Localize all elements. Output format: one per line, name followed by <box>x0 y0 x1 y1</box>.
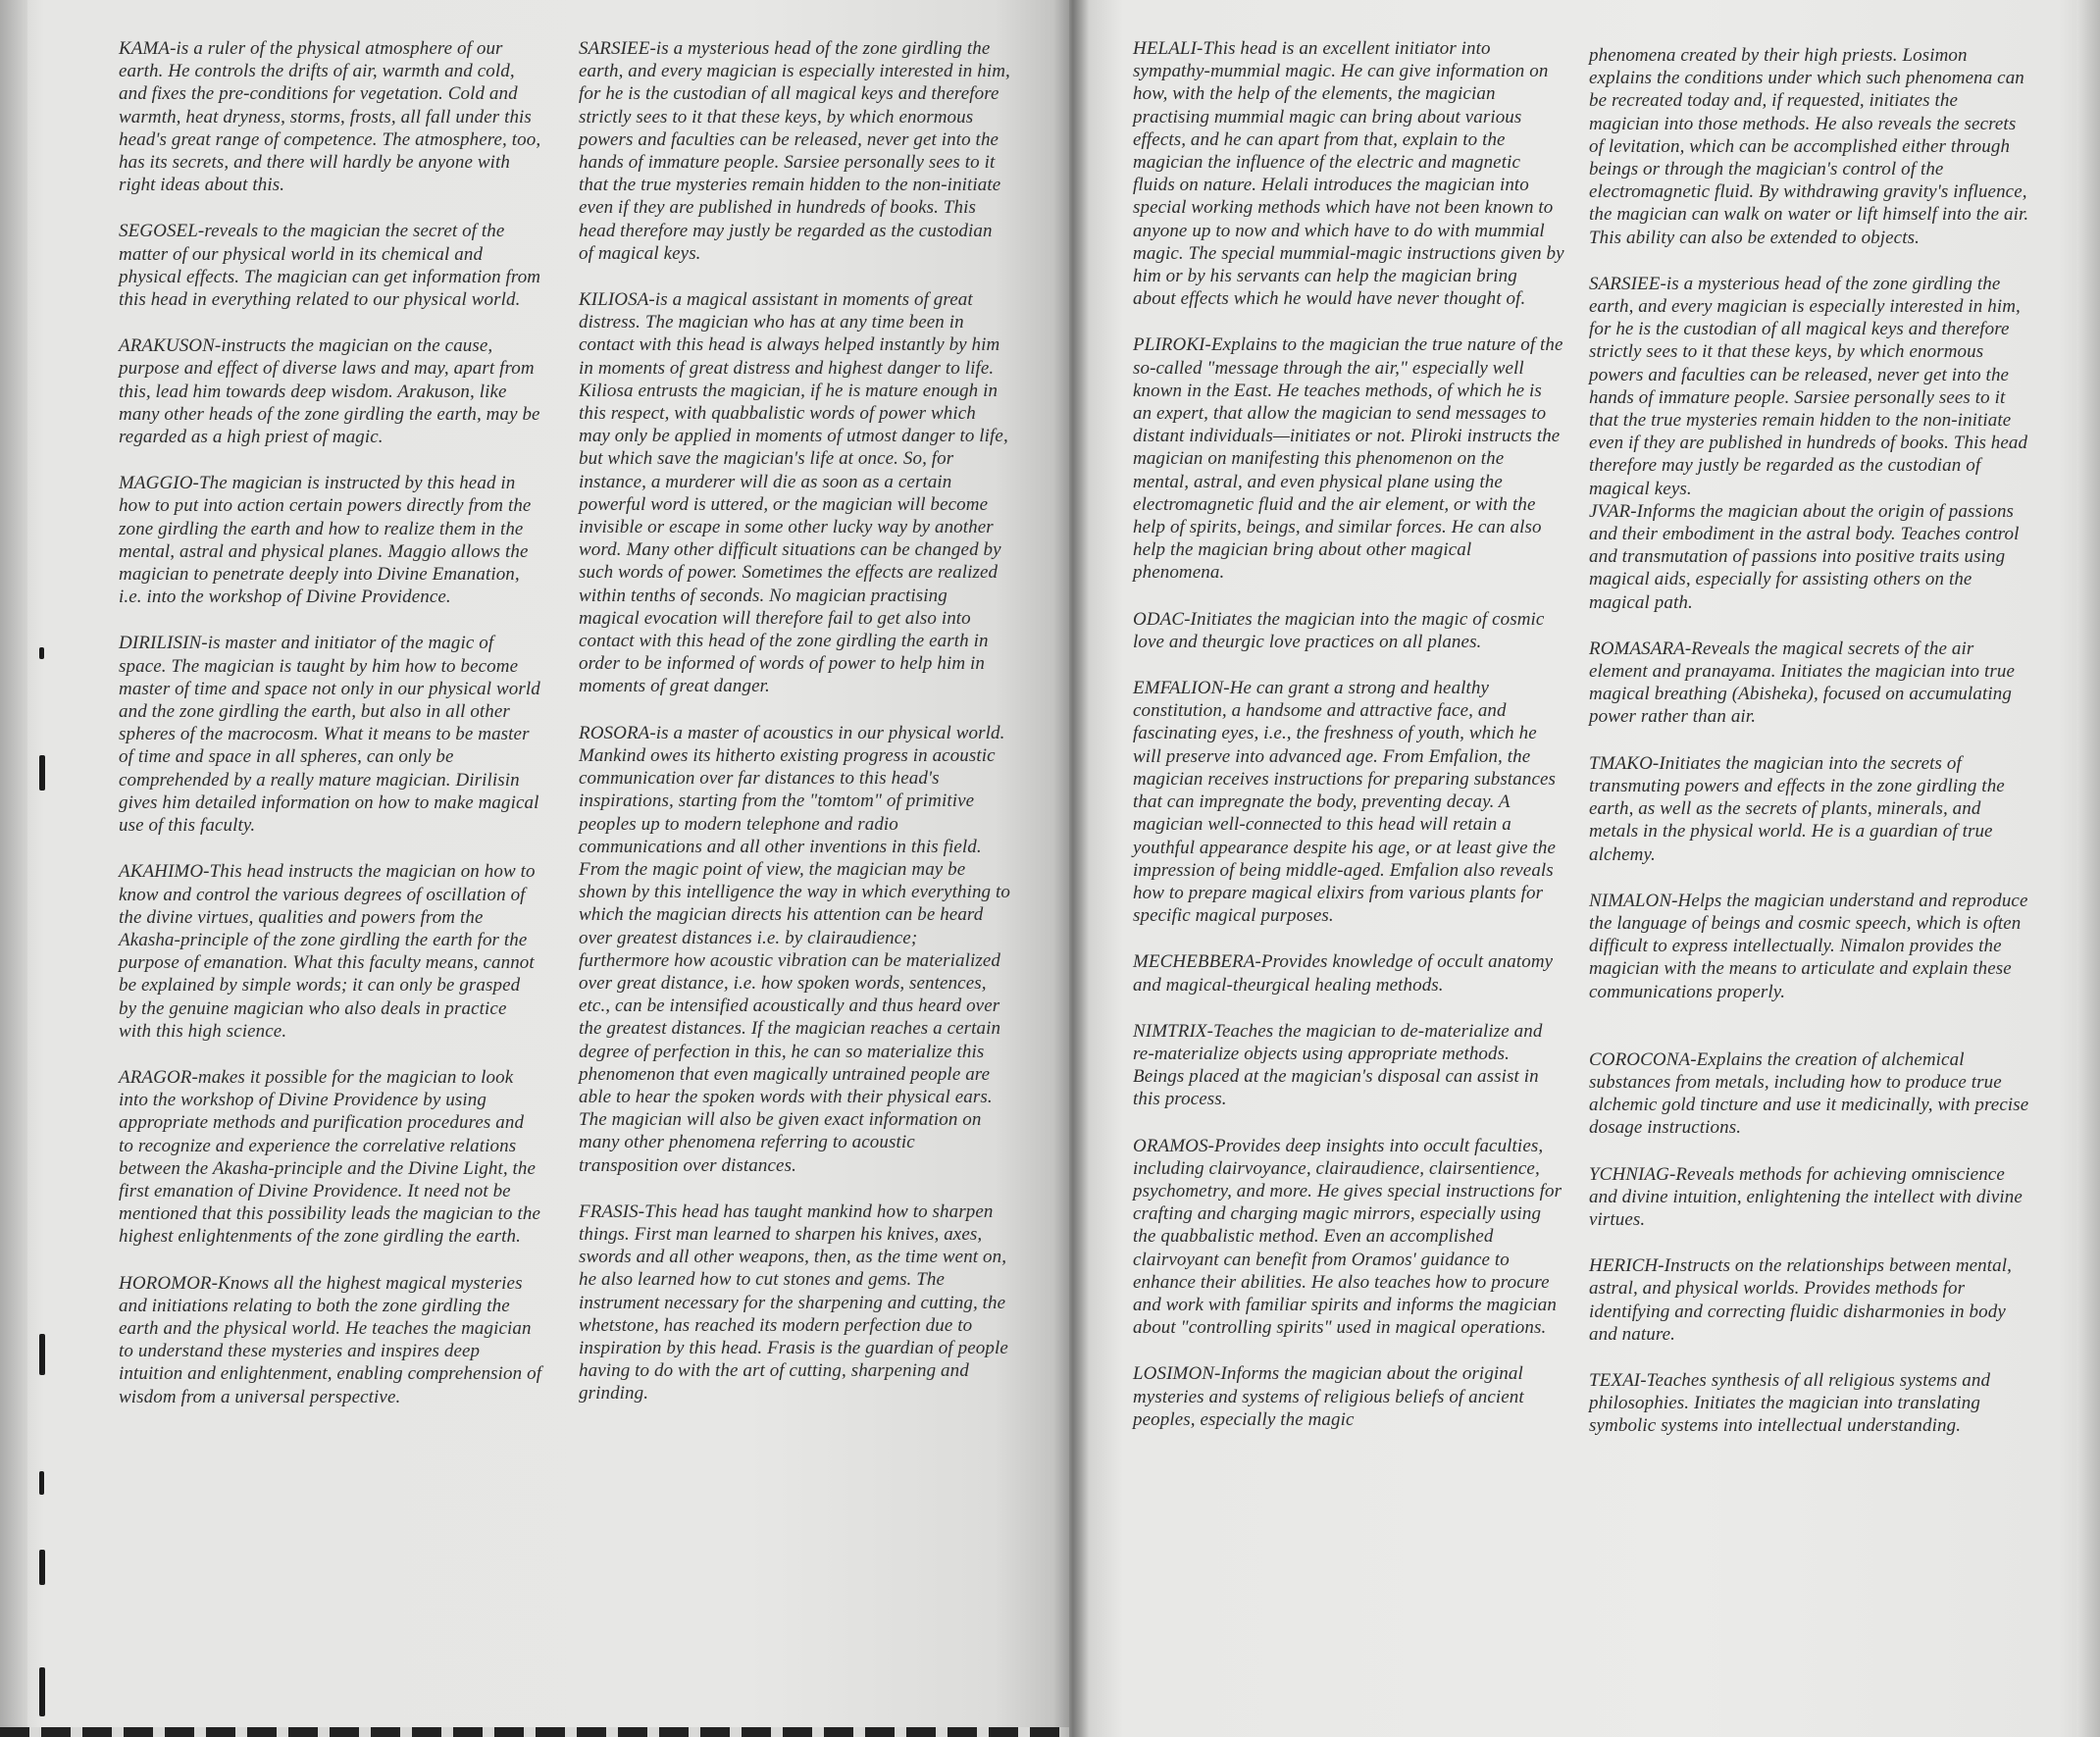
entry-akahimo: AKAHIMO-This head instructs the magician on how to know and control the various degrees of oscillation of the divine virtues, qualities and powers from the Akasha-principle of the zone girdling the earth for the purpose of emanation. What this faculty means, cannot be explained by simple words; it can only be grasped by the genuine magician who also deals in practice with this high science. <box>119 861 536 1042</box>
entry-arakuson: ARAKUSON-instructs the magician on the cause, purpose and effect of diverse laws and may, apart from this, lead him towards deep wisdom. Arakuson, like many other heads of the zone girdling the earth, may be regarded as a high priest of magic. <box>119 335 540 448</box>
entry-dirilisin: DIRILISIN-is master and initiator of the magic of space. The magician is taught by him how to become master of time and space not only in our physical world and the zone girdling the earth, but also in all other spheres of the macrocosm. What it means to be master of time and space in all spheres, can only be comprehended by a really mature magician. Dirilisin gives him detailed information on how to make magical use of this faculty. <box>119 633 540 837</box>
entry-corocona: COROCONA-Explains the creation of alchemical substances from metals, including how to produce true alchemic gold tincture and use it medicinally, with precise dosage instructions. <box>1589 1048 2029 1139</box>
right-page-edge <box>2076 0 2100 1737</box>
entry-odac: ODAC-Initiates the magician into the magic of cosmic love and theurgic love practices on all planes. <box>1133 608 1545 652</box>
entry-tmako: TMAKO-Initiates the magician into the secrets of transmuting powers and effects in the zone girdling the earth, as well as the secrets of plants, minerals, and metals in the physical world. He is a guardian of true alchemy. <box>1589 752 2005 865</box>
entry-emfalion: EMFALION-He can grant a strong and healthy constitution, a handsome and attractive face, and fascinating eyes, i.e., the freshness of youth, which he will preserve into advanced age. From Emfalion, the magician receives instructions for preparing substances that can impregnate the body, preventing decay. A magician well-connected to this head will retain a youthful appearance despite his age, or at least give the impression of being middle-aged. Emfalion also reveals how to prepare magical elixirs from various plants for specific magical purposes. <box>1133 678 1557 927</box>
book-gutter <box>1053 0 1089 1737</box>
entry-mechebbera: MECHEBBERA-Provides knowledge of occult anatomy and magical-theurgical healing methods. <box>1133 951 1554 996</box>
edge-mark <box>39 1550 45 1585</box>
edge-mark <box>39 1471 44 1495</box>
entry-sarsiee: SARSIEE-is a mysterious head of the zone girdling the earth, and every magician is especially interested in him, for he is the custodian of all magical keys and therefore strictly sees to it that these keys, by which enormous powers and faculties can be released, never get into the hands of immature people. Sarsiee personally sees to it that the true mysteries remain hidden to the non-initiate even if they are published in hundreds of books. This head therefore may justly be regarded as the custodian of magical keys. <box>579 38 1010 264</box>
entry-maggio: MAGGIO-The magician is instructed by this head in how to put into action certain powers directly from the zone girdling the earth and how to realize them in the mental, astral and physical planes. Maggio allows the magician to penetrate deeply into Divine Emanation, i.e. into the workshop of Divine Providence. <box>119 473 532 608</box>
edge-marks <box>0 0 59 1737</box>
right-column-1 <box>1133 37 1564 1455</box>
left-column-1 <box>119 37 542 1432</box>
entry-nimtrix: NIMTRIX-Teaches the magician to de-materialize and re-materialize objects using appropriate methods. Beings placed at the magician's disposal can assist in this process. <box>1133 1020 1543 1110</box>
entry-nimalon: NIMALON-Helps the magician understand and reproduce the language of beings and cosmic speech, which is often difficult to express intellectually. Nimalon provides the magician with the means to articulate and explain these communications properly. <box>1589 890 2028 1002</box>
entry-segosel: SEGOSEL-reveals to the magician the secret of the matter of our physical world in its chemical and physical effects. The magician can get information from this head in everything related to our physical world. <box>119 221 541 311</box>
entry-ychniag: YCHNIAG-Reveals methods for achieving omniscience and divine intuition, enlightening the intellect with divine virtues. <box>1589 1163 2023 1230</box>
entry-rosora: ROSORA-is a master of acoustics in our physical world. Mankind owes its hitherto existing progress in acoustic communication over far distances to this head's inspirations, starting from the "tomtom" of primitive peoples up to modern telephone and radio communications and all other inventions in this field. From the magic point of view, the magician may be shown by this intelligence the way in which everything to which the magician directs his attention can be heard over greatest distances i.e. by clairaudience; furthermore how acoustic vibration can be materialized over great distance, i.e. how spoken words, sentences, etc., can be intensified acoustically and thus heard over the greatest distances. If the magician reaches a certain degree of perfection in this, he can so materialize this phenomenon that even magically untrained people are able to hear the spoken words with their physical ears. The magician will also be given exact information on many other phenomena referring to acoustic transposition over distances. <box>579 722 1010 1176</box>
edge-mark <box>39 1667 45 1716</box>
entry-aragor: ARAGOR-makes it possible for the magician to look into the workshop of Divine Providence by using appropriate methods and purification procedures and to recognize and experience the correlative relations between the Akasha-principle and the Divine Light, the first emanation of Divine Providence. It need not be mentioned that this possibility leads the magician to the highest enlightenments of the zone girdling the earth. <box>119 1066 540 1248</box>
entry-kama: KAMA-is a ruler of the physical atmosphere of our earth. He controls the drifts of air, warmth and cold, and fixes the pre-conditions for vegetation. Cold and warmth, heat dryness, storms, frosts, all fall under this head's great range of competence. The atmosphere, too, has its secrets, and there will hardly be anyone with right ideas about this. <box>119 38 541 196</box>
entry-jvar: JVAR-Informs the magician about the origin of passions and their embodiment in the astral body. Teaches control and transmutation of passions into positive traits using magical aids, especially for assisting others on the magical path. <box>1589 500 2020 613</box>
entry-texai: TEXAI-Teaches synthesis of all religious systems and philosophies. Initiates the magician into translating symbolic systems into intellectual understanding. <box>1589 1369 1991 1437</box>
entry-frasis: FRASIS-This head has taught mankind how to sharpen things. First man learned to sharpen his knives, axes, swords and all other weapons, then, as the time went on, he also learned how to cut stones and gems. The instrument necessary for the sharpening and cutting, the whetstone, has reached its modern perfection due to inspiration by this head. Frasis is the guardian of people having to do with the art of cutting, sharpening and grinding. <box>579 1201 1008 1405</box>
entry-sarsiee-right: SARSIEE-is a mysterious head of the zone girdling the earth, and every magician is especially interested in him, for he is the custodian of all magical keys and therefore strictly sees to it that these keys, by which enormous powers and faculties can be released, never get into the hands of immature people. Sarsiee personally sees to it that the true mysteries remain hidden to the non-initiate even if they are published in hundreds of books. This head therefore may justly be regarded as the custodian of magical keys. <box>1589 273 2028 499</box>
entry-losimon-continued: phenomena created by their high priests. Losimon explains the conditions under which such phenomena can be recreated today and, if requested, initiates the magician into those methods. He also reveals the secrets of levitation, which can be accomplished either through beings or through the magician's control of the electromagnetic fluid. By withdrawing gravity's influence, the magician can walk on water or lift himself into the air. This ability can also be extended to objects. <box>1589 45 2029 248</box>
entry-herich: HERICH-Instructs on the relationships between mental, astral, and physical worlds. Provides methods for identifying and correcting fluidic disharmonies in body and nature. <box>1589 1255 2012 1345</box>
entry-helali: HELALI-This head is an excellent initiator into sympathy-mummial magic. He can give information on how, with the help of the elements, the magician practising mummial magic can bring about various effects, and he can apart from that, explain to the magician the influence of the electric and magnetic fluids on nature. Helali introduces the magician into special working methods which have not been known to anyone up to now and which have to do with mummial magic. The special mummial-magic instructions given by him or by his servants can help the magician bring about effects which he would have never thought of. <box>1133 38 1564 310</box>
entry-oramos: ORAMOS-Provides deep insights into occult faculties, including clairvoyance, clairaudience, clairsentience, psychometry, and more. He gives special instructions for crafting and charging magic mirrors, especially using the quabbalistic method. Even an accomplished clairvoyant can benefit from Oramos' guidance to enhance their abilities. He also teaches how to procure and work with familiar spirits and informs the magician about "controlling spirits" used in magical operations. <box>1133 1135 1562 1339</box>
edge-mark <box>39 647 44 659</box>
entry-losimon: LOSIMON-Informs the magician about the original mysteries and systems of religious beliefs of ancient peoples, especially the magic <box>1133 1363 1524 1430</box>
bottom-edge <box>0 1727 1069 1737</box>
edge-mark <box>39 1334 45 1375</box>
entry-pliroki: PLIROKI-Explains to the magician the true nature of the so-called "message through the air," especially well known in the East. He teaches methods, of which he is an expert, that allow the magician to send messages to distant individuals—initiates or not. Pliroki instructs the magician on manifesting this phenomenon on the mental, astral, and even physical plane using the electromagnetic fluid and the air element, or with the help of spirits, beings, and similar forces. He can also help the magician bring about other magical phenomena. <box>1133 334 1563 584</box>
right-column-2 <box>1589 44 2030 1461</box>
edge-mark <box>39 755 45 791</box>
left-column-2 <box>579 37 1010 1429</box>
entry-horomor: HOROMOR-Knows all the highest magical mysteries and initiations relating to both the zone girdling the earth and the physical world. He teaches the magician to understand these mysteries and inspires deep intuition and enlightenment, enabling comprehension of wisdom from a universal perspective. <box>119 1272 542 1407</box>
entry-romasara: ROMASARA-Reveals the magical secrets of the air element and pranayama. Initiates the magician into true magical breathing (Abisheka), focused on accumulating power rather than air. <box>1589 638 2015 728</box>
entry-kiliosa: KILIOSA-is a magical assistant in moments of great distress. The magician who has at any time been in contact with this head is always helped instantly by him in moments of great distress and highest danger to life. Kiliosa entrusts the magician, if he is mature enough in this respect, with quabbalistic words of power which may only be applied in moments of utmost danger to life, but which save the magician's life at once. So, for instance, a murderer will die as soon as a certain powerful word is uttered, or the magician will become invisible or escape in some other lucky way by another word. Many other difficult situations can be changed by such words of power. Sometimes the effects are realized within tenths of seconds. No magician practising magical evocation will therefore fail to get also into contact with this head of the zone girdling the earth in order to be informed of words of power to help him in moments of great danger. <box>579 289 1008 697</box>
